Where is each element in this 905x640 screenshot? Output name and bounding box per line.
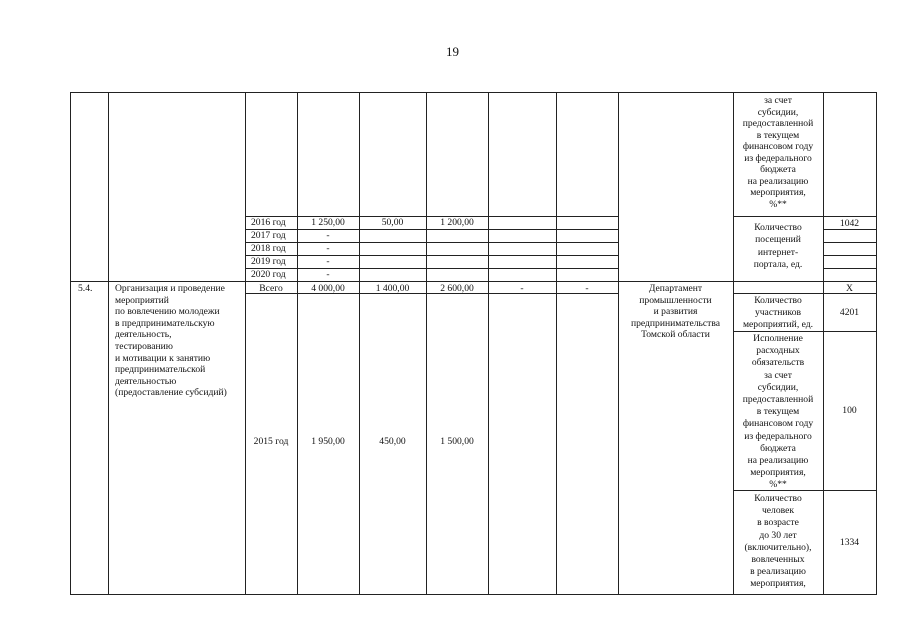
year-label: Всего xyxy=(259,283,283,294)
executor-text: предпринимательства xyxy=(630,317,721,329)
table-top-border xyxy=(70,92,877,93)
indicator-text: Количество xyxy=(754,493,802,504)
indicator-text: мероприятия, xyxy=(750,467,806,479)
item-name-text: мероприятий xyxy=(115,294,169,306)
indicator-text: %** xyxy=(769,479,787,491)
indicator-text: посещений xyxy=(755,234,801,246)
federal-value: 450,00 xyxy=(379,436,406,447)
indicator-text: финансовом году xyxy=(742,418,814,430)
indicator-text: мероприятия, xyxy=(750,187,806,198)
year-label: 2017 год xyxy=(251,230,286,241)
total-value: 4 000,00 xyxy=(311,283,345,294)
indicator-value: 4201 xyxy=(839,307,860,318)
column-border xyxy=(556,92,557,595)
row-line xyxy=(823,255,877,256)
regional-value: 1 500,00 xyxy=(440,436,474,447)
row-line xyxy=(733,331,877,332)
column-border xyxy=(823,92,824,595)
total-value: - xyxy=(326,256,330,267)
column-border xyxy=(245,92,246,595)
indicator-text: обязательств xyxy=(751,357,805,369)
item-name-text: тестированию xyxy=(115,341,173,352)
item-name-text: предпринимательской xyxy=(115,364,206,376)
indicator-text: расходных xyxy=(756,345,800,357)
indicator-text: из федерального xyxy=(744,430,812,442)
indicator-value: 1334 xyxy=(839,537,860,548)
indicator-text: за счет xyxy=(764,95,792,106)
executor-text: Томской области xyxy=(641,329,710,341)
federal-value: 1 400,00 xyxy=(375,283,410,294)
local-value: - xyxy=(520,283,524,294)
indicator-text: из федерального xyxy=(744,152,812,164)
item-name-text: и мотивации к занятию xyxy=(115,352,211,364)
executor-text: промышленности xyxy=(639,294,712,306)
indicator-text: интернет- xyxy=(757,246,799,258)
indicator-text: финансовом году xyxy=(742,141,814,152)
indicator-text: бюджета xyxy=(760,442,796,454)
indicator-text: субсидии, xyxy=(757,106,799,118)
indicator-text: %** xyxy=(769,198,787,210)
indicator-text: до 30 лет xyxy=(759,529,797,541)
column-border xyxy=(108,92,109,595)
indicator-text: в текущем xyxy=(756,406,800,418)
indicator-text: портала, ед. xyxy=(753,259,803,271)
indicator-text: в текущем xyxy=(756,129,800,141)
indicator-text: в возрасте xyxy=(757,517,799,529)
indicator-text: предоставленной xyxy=(742,118,814,129)
indicator-text: на реализацию xyxy=(747,175,809,187)
other-value: - xyxy=(585,283,589,294)
indicator-text: Количество xyxy=(754,295,802,306)
column-border xyxy=(70,92,71,595)
indicator-text: бюджета xyxy=(760,164,796,175)
item-name-text: деятельность, xyxy=(115,329,172,341)
indicator-value: Х xyxy=(846,283,853,294)
indicator-text: Количество xyxy=(754,222,802,233)
item-name-text: (предоставление субсидий) xyxy=(115,387,227,399)
regional-value: 2 600,00 xyxy=(440,283,474,294)
total-value: 1 250,00 xyxy=(311,217,345,228)
page-number: 19 xyxy=(446,44,459,59)
item-name-text: деятельностью xyxy=(115,375,177,387)
year-label: 2018 год xyxy=(251,243,286,254)
item-name-text: по вовлечению молодежи xyxy=(115,306,220,318)
indicator-text: за счет xyxy=(764,369,792,381)
indicator-text: человек xyxy=(761,505,795,517)
indicator-text: мероприятий, ед. xyxy=(742,319,814,331)
indicator-text: участников xyxy=(754,307,802,319)
row-line xyxy=(823,242,877,243)
item-name-text: Организация и проведение xyxy=(115,283,225,294)
item-name-text: в предпринимательскую xyxy=(115,317,215,329)
indicator-text: субсидии, xyxy=(757,381,799,393)
total-value: 1 950,00 xyxy=(311,436,345,447)
total-value: - xyxy=(326,243,330,254)
item-number: 5.4. xyxy=(78,283,93,294)
column-border xyxy=(618,92,619,595)
indicator-text: предоставленной xyxy=(742,394,814,405)
indicator-text: Исполнение xyxy=(753,333,803,344)
year-label: 2019 год xyxy=(251,256,286,267)
row-line xyxy=(733,216,877,217)
indicator-value: 100 xyxy=(842,405,857,416)
indicator-text: мероприятия, xyxy=(750,578,806,590)
total-value: - xyxy=(326,230,330,241)
executor-text: и развития xyxy=(653,306,698,318)
column-border xyxy=(488,92,489,595)
column-border xyxy=(297,92,298,595)
indicator-text: на реализацию xyxy=(747,455,809,466)
indicator-value: 1042 xyxy=(839,218,860,229)
regional-value: 1 200,00 xyxy=(440,217,474,228)
indicator-text: в реализацию xyxy=(750,566,806,578)
year-label: 2020 год xyxy=(251,269,286,280)
section-line xyxy=(70,281,877,282)
federal-value: 50,00 xyxy=(381,217,404,228)
column-border xyxy=(426,92,427,595)
year-label: 2016 год xyxy=(251,217,286,228)
indicator-text: (включительно), xyxy=(744,541,812,553)
year-label: 2015 год xyxy=(253,436,289,447)
table-bottom-border xyxy=(70,594,877,595)
row-line xyxy=(823,268,877,269)
column-border xyxy=(359,92,360,595)
indicator-text: вовлеченных xyxy=(751,554,805,565)
total-value: - xyxy=(326,269,330,280)
executor-text: Департамент xyxy=(648,283,703,294)
column-border xyxy=(876,92,877,595)
